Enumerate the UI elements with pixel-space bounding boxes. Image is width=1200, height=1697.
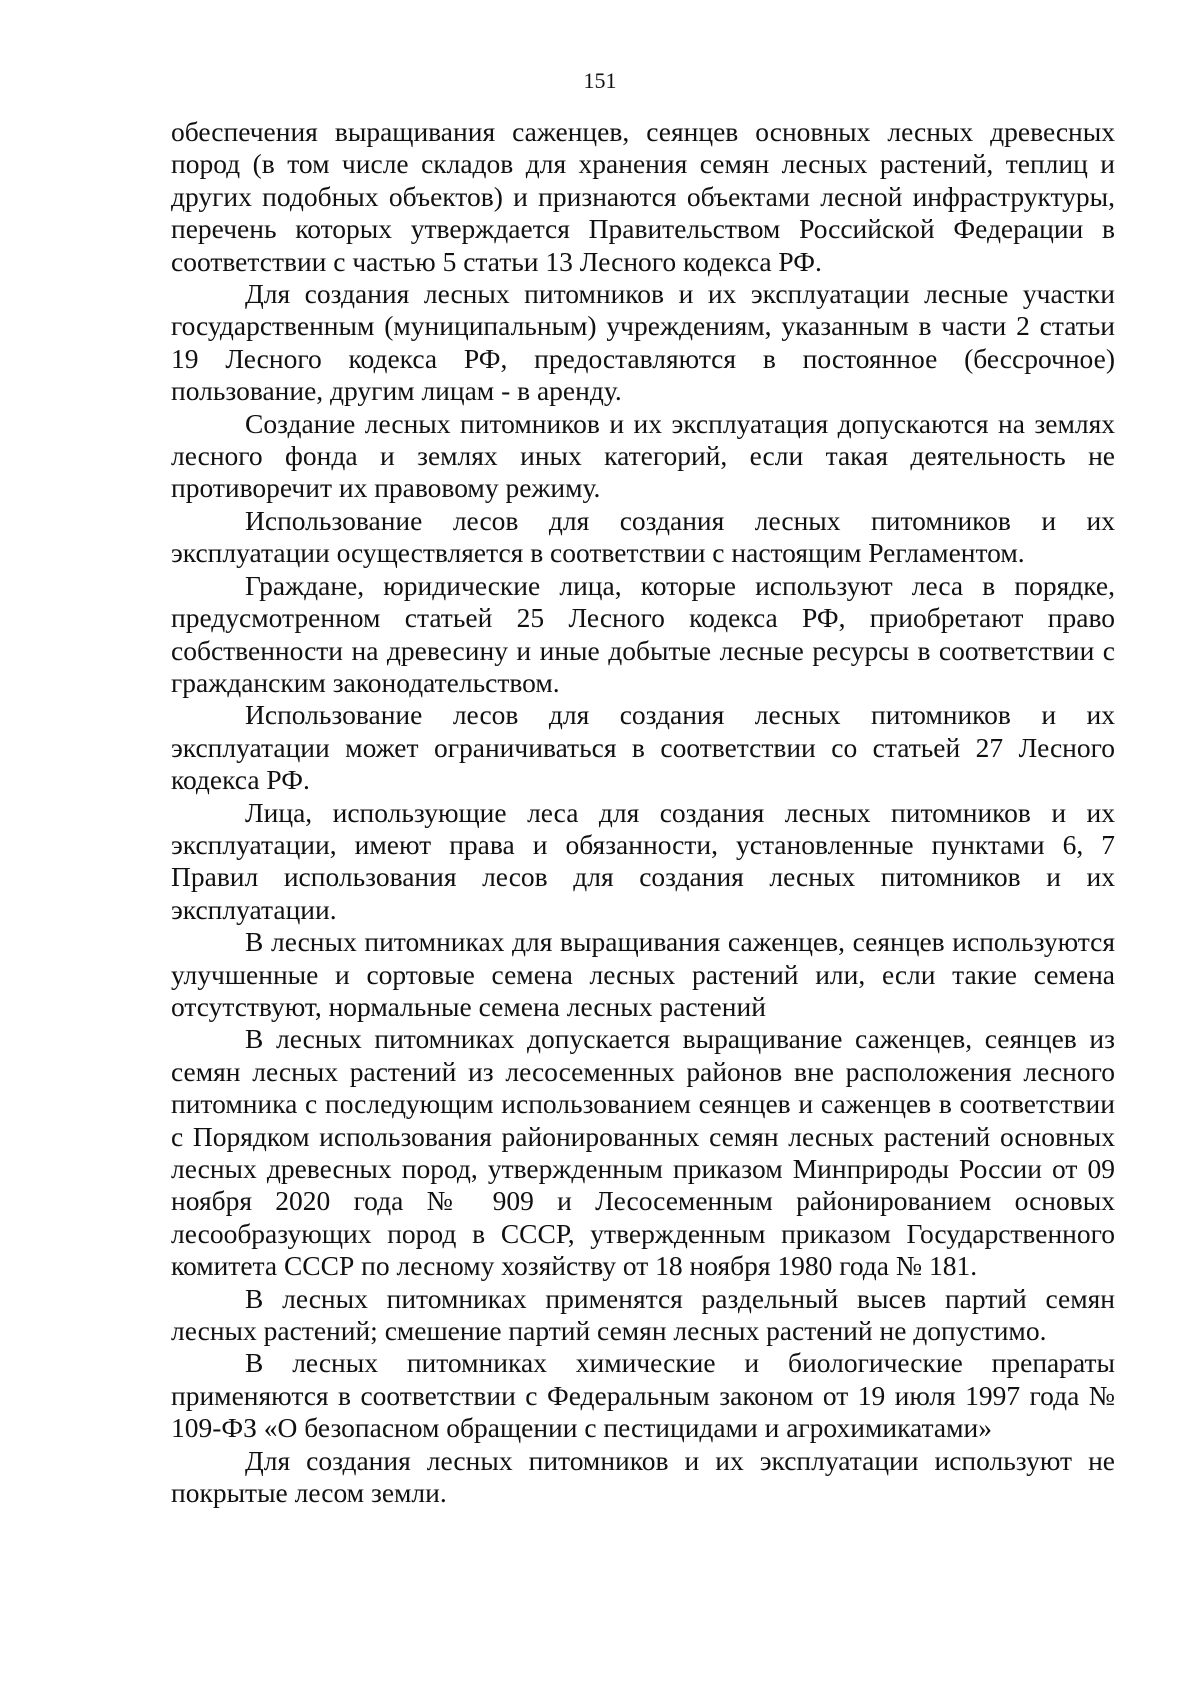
document-body bbox=[171, 116, 1115, 1509]
page-number: 151 bbox=[583, 68, 617, 93]
paragraph: В лесных питомниках допускается выращивание саженцев, сеянцев из семян лесных растений из лесосеменных районов вне расположения лесного питомника с последующим использованием сеянцев и саженцев в соответствии с Порядком использования районированных семян лесных растений основных лесных древесных пород, утвержденным приказом Минприроды России от 09 ноября 2020 года № 909 и Лесосеменным районированием основых лесообразующих пород в СССР, утвержденным приказом Государственного комитета СССР по лесному хозяйству от 18 ноября 1980 года № 181. bbox=[171, 1023, 1115, 1282]
paragraph: Для создания лесных питомников и их эксплуатации используют не покрытые лесом земли. bbox=[171, 1444, 1115, 1509]
paragraph: Создание лесных питомников и их эксплуатация допускаются на землях лесного фонда и землях иных категорий, если такая деятельность не противоречит их правовому режиму. bbox=[171, 407, 1115, 504]
paragraph: Лица, использующие леса для создания лесных питомников и их эксплуатации, имеют права и обязанности, установленные пунктами 6, 7 Правил использования лесов для создания лесных питомников и их эксплуатации. bbox=[171, 796, 1115, 925]
paragraph: Использование лесов для создания лесных питомников и их эксплуатации осуществляется в соответствии с настоящим Регламентом. bbox=[171, 504, 1115, 569]
paragraph: В лесных питомниках для выращивания саженцев, сеянцев используются улучшенные и сортовые семена лесных растений или, если такие семена отсутствуют, нормальные семена лесных растений bbox=[171, 926, 1115, 1022]
paragraph: Граждане, юридические лица, которые используют леса в порядке, предусмотренном статьей 25 Лесного кодекса РФ, приобретают право собственности на древесину и иные добытые лесные ресурсы в соответствии с гражданским законодательством. bbox=[171, 569, 1115, 698]
paragraph: Для создания лесных питомников и их эксплуатации лесные участки государственным (муниципальным) учреждениям, указанным в части 2 статьи 19 Лесного кодекса РФ, предоставляются в постоянное (бессрочное) пользование, другим лицам - в аренду. bbox=[171, 278, 1115, 407]
paragraph: В лесных питомниках химические и биологические препараты применяются в соответствии с Федеральным законом от 19 июля 1997 года № 109-ФЗ «О безопасном обращении с пестицидами и агрохимикатами» bbox=[171, 1347, 1115, 1444]
paragraph: В лесных питомниках применятся раздельный высев партий семян лесных растений; смешение партий семян лесных растений не допустимо. bbox=[171, 1282, 1115, 1347]
paragraph: обеспечения выращивания саженцев, сеянцев основных лесных древесных пород (в том числе складов для хранения семян лесных растений, теплиц и других подобных объектов) и признаются объектами лесной инфраструктуры, перечень которых утверждается Правительством Российской Федерации в соответствии с частью 5 статьи 13 Лесного кодекса РФ. bbox=[171, 116, 1115, 277]
paragraph: Использование лесов для создания лесных питомников и их эксплуатации может ограничиваться в соответствии со статьей 27 Лесного кодекса РФ. bbox=[171, 699, 1115, 796]
